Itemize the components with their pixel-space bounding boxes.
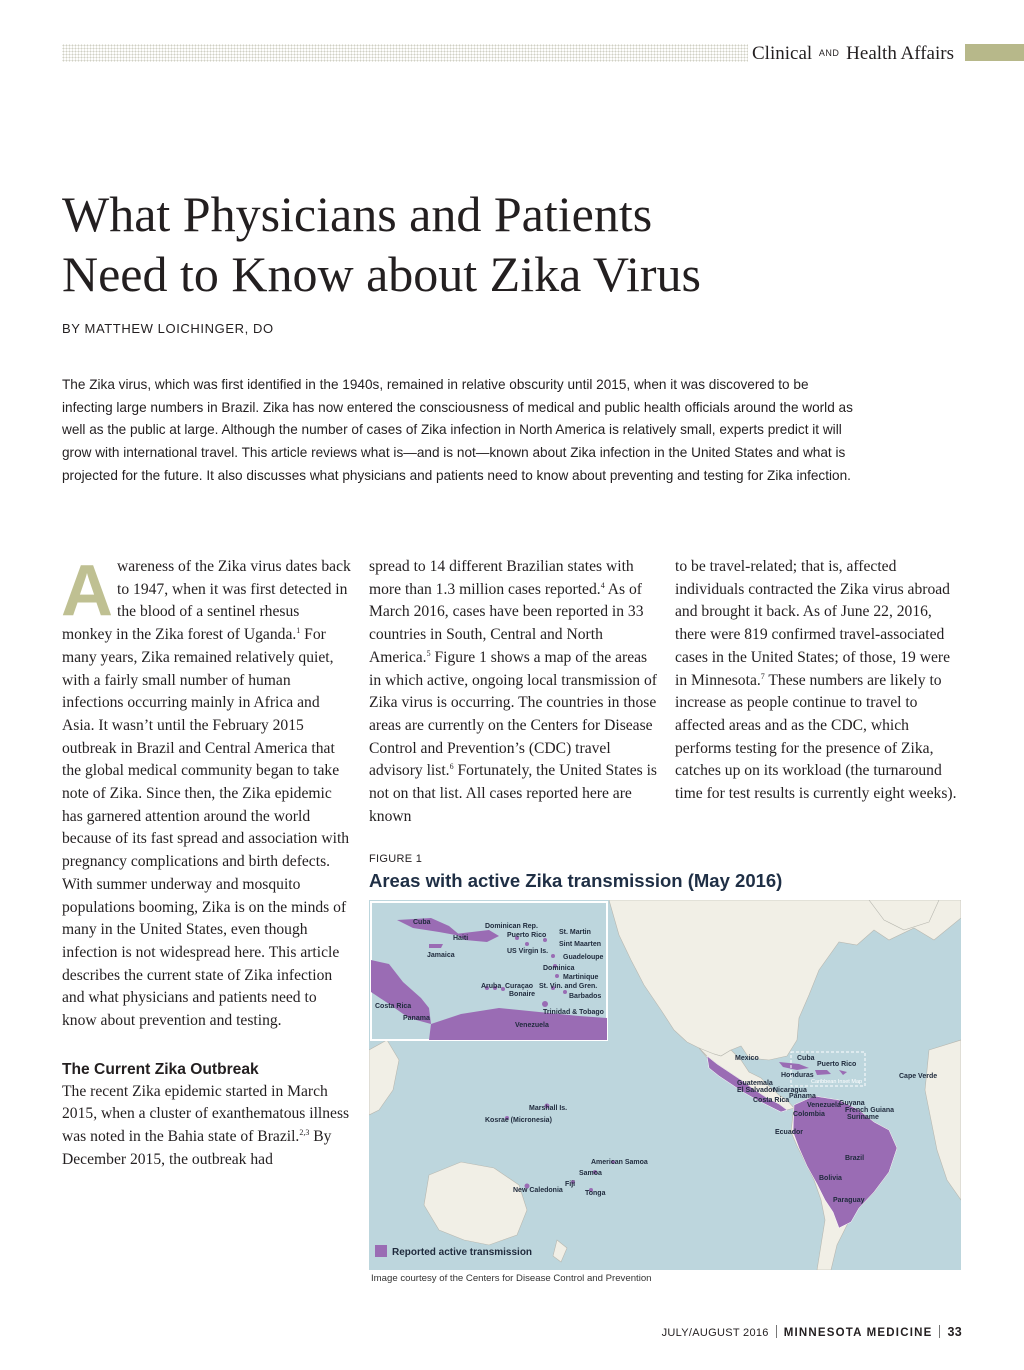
intro-paragraph bbox=[61, 551, 352, 1033]
inset-island-dot bbox=[525, 942, 529, 946]
footer-separator bbox=[939, 1325, 940, 1338]
label-fiji: Fiji bbox=[565, 1181, 576, 1188]
label-guatemala: Guatemala bbox=[737, 1080, 773, 1087]
label-curacao: Curaçao bbox=[505, 983, 534, 990]
spread-text-a: spread to 14 different Brazilian states with more than 1.3 million cases reported. bbox=[369, 558, 634, 598]
label-inset-cuba: Cuba bbox=[413, 919, 431, 926]
legend-swatch bbox=[375, 1245, 387, 1257]
outbreak-paragraph bbox=[62, 1081, 352, 1172]
spread-text-d: Fortunately, the United States is not on that list. All cases reported here are known bbox=[369, 762, 657, 825]
figure-label: FIGURE 1 bbox=[369, 853, 423, 865]
inset-locator-note: Caribbean Inset Map bbox=[811, 1079, 863, 1085]
footer-issue: JULY/AUGUST 2016 bbox=[661, 1327, 769, 1339]
label-el-salvador: El Salvador bbox=[737, 1087, 776, 1094]
intro-text-a: wareness of the Zika virus dates back to 1947, when it was first detected in the blood of a sentinel rhesus monkey in the Zika forest of Uganda. bbox=[62, 558, 351, 644]
label-mexico: Mexico bbox=[735, 1055, 759, 1062]
travel-text-a: to be travel-related; that is, affected individuals contracted the Zika virus abroad and brought it back. As of June 22, 2016, there were 819 confirmed travel-associated cases in the United States; of those, 19 were in Minnesota. bbox=[675, 558, 950, 689]
section-heading: The Current Zika Outbreak bbox=[62, 1060, 259, 1078]
label-suriname: Suriname bbox=[847, 1114, 879, 1121]
label-american-samoa: American Samoa bbox=[591, 1159, 648, 1166]
inset-island-dot bbox=[563, 990, 567, 994]
intro-text-b: For many years, Zika remained relatively quiet, with a fairly small number of human infections occurring mainly in Africa and Asia. It wasn’t until the February 2015 outbreak in Brazil and Central America that the global medical community began to take note of Zika. Since then, the Zika epidemic has garnered attention around the world because of its fast spread and association with pregnancy complications and birth defects. With summer underway and mosquito populations booming, Zika is on the minds of many in the United States, even though infection is not widespread here. This article describes the current state of Zika infection and what physicians and patients need to know about prevention and testing. bbox=[62, 626, 350, 1030]
title-line-1: What Physicians and Patients bbox=[62, 186, 653, 242]
label-puerto-rico: Puerto Rico bbox=[817, 1061, 857, 1068]
section-header-and: AND bbox=[818, 48, 840, 58]
label-guyana: Guyana bbox=[839, 1100, 865, 1107]
citation-6: 6 bbox=[449, 762, 454, 772]
label-st-vin: St. Vin. and Gren. bbox=[539, 983, 598, 990]
citation-5: 5 bbox=[426, 648, 431, 658]
label-jamaica: Jamaica bbox=[427, 952, 455, 959]
page-footer bbox=[662, 1325, 962, 1339]
spread-paragraph bbox=[369, 556, 659, 828]
outbreak-text-a: The recent Zika epidemic started in March 2015, when a cluster of exanthematous illness was noted in the Bahia state of Brazil. bbox=[62, 1082, 350, 1146]
section-header bbox=[752, 42, 954, 64]
label-dominica: Dominica bbox=[543, 965, 575, 972]
citation-4: 4 bbox=[600, 580, 605, 590]
figure-caption: Image courtesy of the Centers for Disease Control and Prevention bbox=[371, 1273, 652, 1284]
header-pattern-band bbox=[62, 44, 748, 62]
inset-island-dot bbox=[551, 954, 555, 958]
label-honduras: Honduras bbox=[781, 1072, 814, 1079]
label-brazil: Brazil bbox=[845, 1155, 865, 1162]
label-cape-verde: Cape Verde bbox=[899, 1073, 938, 1080]
body-column-3 bbox=[675, 556, 965, 806]
page-number: 33 bbox=[947, 1325, 962, 1339]
label-inset-venezuela: Venezuela bbox=[515, 1022, 549, 1029]
label-nicaragua: Nicaragua bbox=[773, 1087, 807, 1094]
label-ecuador: Ecuador bbox=[775, 1129, 804, 1136]
body-column-2 bbox=[369, 556, 659, 828]
byline: BY MATTHEW LOICHINGER, DO bbox=[62, 321, 274, 336]
body-column-1 bbox=[61, 551, 352, 1172]
label-st-martin: St. Martin bbox=[559, 929, 591, 936]
map-legend bbox=[375, 1245, 532, 1258]
citation-2-3: 2,3 bbox=[299, 1128, 310, 1138]
label-trinidad: Trinidad & Tobago bbox=[543, 1009, 604, 1016]
section-header-left: Clinical bbox=[752, 43, 813, 64]
label-inset-panama: Panama bbox=[403, 1015, 430, 1022]
label-inset-costa-rica: Costa Rica bbox=[375, 1003, 412, 1010]
spread-text-b: As of March 2016, cases have been reported in 33 countries in South, Central and North America. bbox=[369, 580, 644, 666]
travel-text-b: These numbers are likely to increase as people continue to travel to affected areas and as the CDC, which performs testing for the presence of Zika, catches up on its workload (the turnaround time for test results is currently eight weeks). bbox=[675, 671, 957, 803]
citation-1: 1 bbox=[296, 626, 301, 636]
inset-jamaica bbox=[429, 944, 443, 948]
inset-island-dot bbox=[542, 1001, 548, 1007]
figure-title: Areas with active Zika transmission (May 2016) bbox=[369, 870, 783, 891]
citation-7: 7 bbox=[760, 671, 765, 681]
header-color-tab bbox=[965, 44, 1024, 61]
travel-paragraph bbox=[675, 556, 965, 806]
label-tonga: Tonga bbox=[585, 1190, 606, 1197]
footer-separator bbox=[776, 1325, 777, 1338]
outbreak-text-b: By December 2015, the outbreak had bbox=[62, 1128, 332, 1168]
label-dominican-rep: Dominican Rep. bbox=[485, 923, 538, 930]
label-sint-maarten: Sint Maarten bbox=[559, 941, 602, 948]
drop-cap: A bbox=[61, 551, 113, 631]
label-new-caledonia: New Caledonia bbox=[513, 1187, 563, 1194]
label-panama: Panama bbox=[789, 1093, 816, 1100]
label-colombia: Colombia bbox=[793, 1111, 825, 1118]
zika-map-svg bbox=[369, 900, 961, 1270]
label-samoa: Samoa bbox=[579, 1170, 602, 1177]
label-costa-rica: Costa Rica bbox=[753, 1097, 790, 1104]
label-us-virgin: US Virgin Is. bbox=[507, 948, 549, 955]
label-bonaire: Bonaire bbox=[509, 991, 536, 998]
spread-text-c: Figure 1 shows a map of the areas in which active, ongoing local transmission of Zika virus is occurring. The countries in those areas are currently on the Centers for Disease Control and Prevention’s (CDC) travel advisory list. bbox=[369, 648, 657, 780]
abstract: The Zika virus, which was first identified in the 1940s, remained in relative obscurity until 2015, when it was discovered to be infecting large numbers in Brazil. Zika has now entered the consciousness of medical and public health officials around the world as well as the public at large. Although the number of cases of Zika infection in North America is relatively small, experts predict it will grow with international travel. This article reviews what is—and is not—known about Zika infection in the United States and what is projected for the future. It also discusses what physicians and patients need to know about preventing and testing for Zika infection. bbox=[62, 377, 853, 483]
label-inset-puerto-rico: Puerto Rico bbox=[507, 932, 547, 939]
label-martinique: Martinique bbox=[563, 974, 599, 981]
zika-map bbox=[369, 900, 961, 1270]
label-venezuela: Venezuela bbox=[807, 1102, 841, 1109]
legend-label: Reported active transmission bbox=[392, 1247, 533, 1258]
title-line-2: Need to Know about Zika Virus bbox=[62, 246, 702, 302]
label-marshall: Marshall Is. bbox=[529, 1105, 568, 1112]
label-kosrae: Kosrae (Micronesia) bbox=[485, 1117, 552, 1124]
label-cuba: Cuba bbox=[797, 1055, 815, 1062]
section-header-right: Health Affairs bbox=[846, 43, 954, 64]
footer-magazine: MINNESOTA MEDICINE bbox=[783, 1327, 933, 1339]
article-title bbox=[62, 184, 882, 304]
label-guadeloupe: Guadeloupe bbox=[563, 954, 604, 961]
label-barbados: Barbados bbox=[569, 993, 602, 1000]
label-bolivia: Bolivia bbox=[819, 1175, 842, 1182]
label-paraguay: Paraguay bbox=[833, 1197, 865, 1204]
label-french-guiana: French Guiana bbox=[845, 1107, 895, 1114]
caribbean-inset bbox=[371, 902, 607, 1040]
label-haiti: Haiti bbox=[453, 935, 469, 942]
inset-island-dot bbox=[555, 974, 559, 978]
label-aruba: Aruba bbox=[481, 983, 502, 990]
